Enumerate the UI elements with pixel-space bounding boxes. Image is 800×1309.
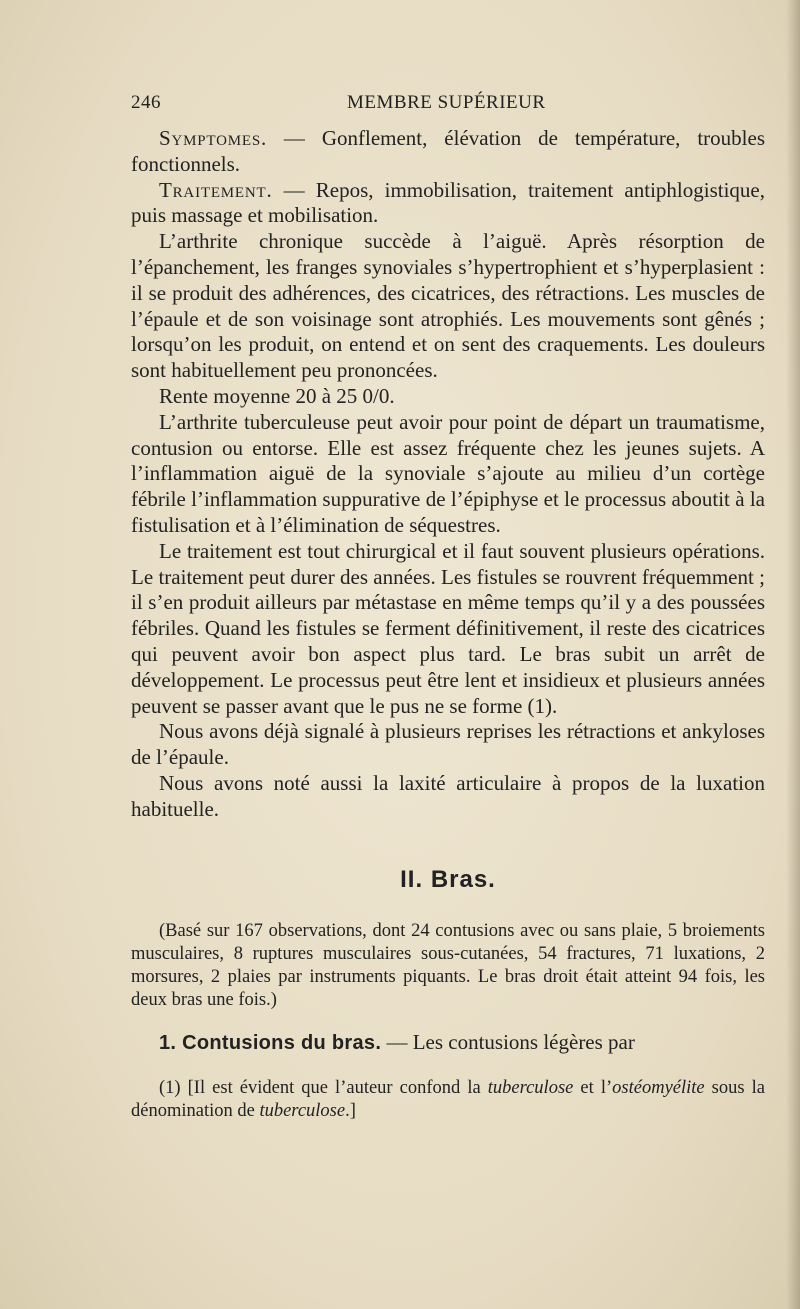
footnote-mid: et l’ (573, 1078, 613, 1099)
traitement-label: Traitement. (159, 177, 273, 202)
section-basis-note: (Basé sur 167 observations, dont 24 contusions avec ou sans plaie, 5 broiements musculaires, 8 ruptures musculaires sous-cutanées, 54 fractures, 71 luxations, 2 morsures, 2 plaies par instruments piquants. Le bras droit était atteint 94 fois, les deux bras une fois.) (131, 921, 765, 1011)
footnote-term-tuberculose-2: tuberculose (259, 1101, 346, 1122)
page-edge-shadow (786, 0, 800, 1309)
symptomes-label: Symptomes. (159, 126, 268, 150)
traitement-text: — Repos, immobilisation, traitement antiphlogistique, puis massage et mobilisation. (131, 177, 765, 228)
footnote-term-tuberculose: tuberculose (487, 1078, 574, 1099)
footnote-term-osteomyelite: ostéomyélite (612, 1078, 705, 1099)
footnote (131, 1077, 765, 1123)
section-title: II. Bras. (400, 865, 496, 893)
subsection-text: — Les contusions légères par (381, 1030, 635, 1055)
rente-paragraph: Rente moyenne 20 à 25 0/0. (159, 383, 395, 408)
body-text (131, 126, 765, 1123)
retractions-paragraph: Nous avons déjà signalé à plusieurs reprises les rétractions et ankyloses de l’épaule. (131, 719, 765, 770)
footnote-start: (1) [Il est évident que l’auteur confond la (159, 1078, 488, 1099)
laxite-paragraph: Nous avons noté aussi la laxité articulaire à propos de la luxation habituelle. (131, 770, 765, 821)
arthrite-chronique-paragraph: L’arthrite chronique succède à l’aiguë. Après résorption de l’épanchement, les franges synoviales s’hypertrophient et s’hyperplasient : il se produit des adhérences, des cicatrices, des rétractions. Les muscles de l’épaule et de son voisinage sont atrophiés. Les mouvements sont gênés ; lorsqu’on les produit, on entend et on sent des craquements. Les douleurs sont habituellement peu prononcées. (131, 229, 765, 383)
symptomes-paragraph (131, 126, 765, 178)
footnote-mid2: sous la dénomination de (131, 1078, 765, 1122)
running-head (131, 92, 765, 116)
traitement-chirurgical-paragraph: Le traitement est tout chirurgical et il faut souvent plusieurs opérations. Le traitement peut durer des années. Les fistules se rouvrent fréquemment ; il s’en produit ailleurs par métastase en même temps qu’il y a des poussées fébriles. Quand les fistules se ferment définitivement, il reste des cicatrices qui peuvent avoir bon aspect plus tard. Le bras subit un arrêt de développement. Le processus peut être lent et insidieux et plusieurs années peuvent se passer avant que le pus ne se forme (1). (131, 538, 765, 718)
subsection-heading: 1. Contusions du bras. (159, 1032, 382, 1055)
arthrite-tuberculeuse-paragraph: L’arthrite tuberculeuse peut avoir pour point de départ un traumatisme, contusion ou entorse. Elle est assez fréquente chez les jeunes sujets. A l’inflammation aiguë de la synoviale s’ajoute au milieu d’un cortège fébrile l’inflammation suppurative de l’épiphyse et le processus aboutit à la fistulisation et à l’élimination de séquestres. (131, 409, 765, 537)
symptomes-text: — Gonflement, élévation de température, troubles fonctionnels. (131, 126, 765, 176)
traitement-paragraph (131, 178, 765, 230)
running-title: MEMBRE SUPÉRIEUR (347, 92, 546, 113)
contusions-paragraph (131, 1030, 765, 1057)
page-number: 246 (131, 92, 161, 113)
footnote-end: .] (345, 1101, 356, 1122)
